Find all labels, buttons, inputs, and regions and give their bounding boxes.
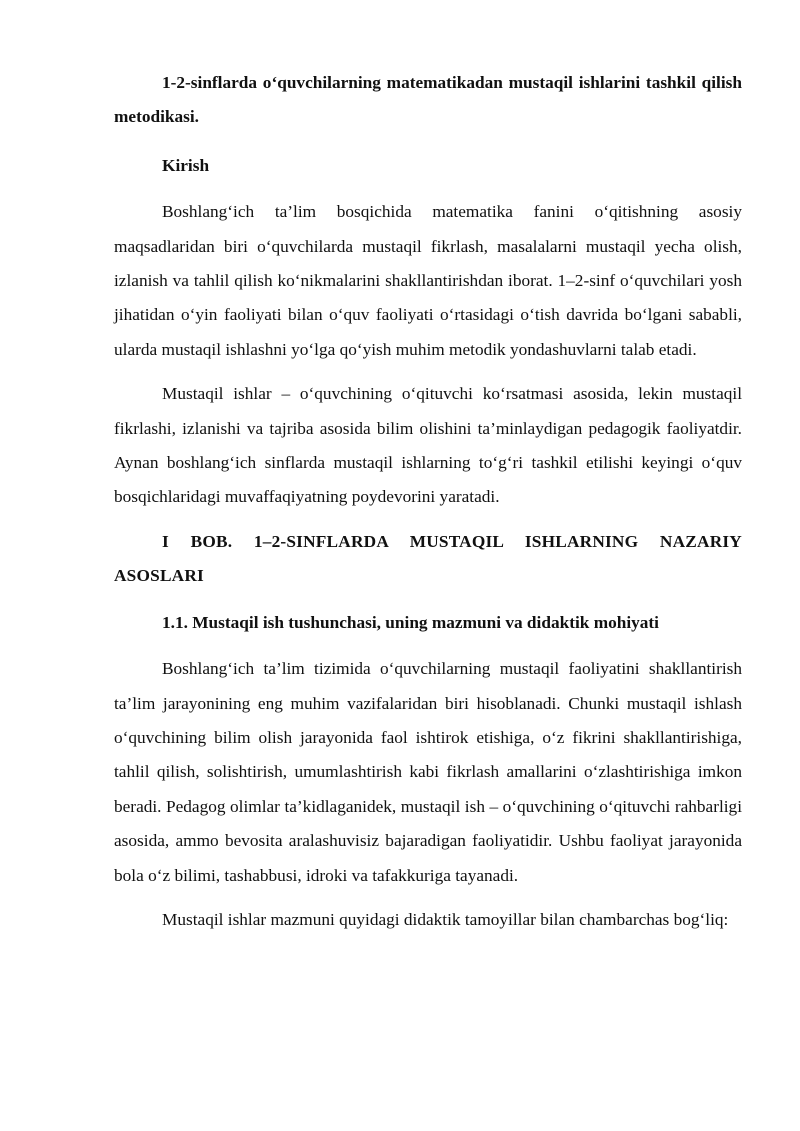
- intro-heading: Kirish: [162, 155, 210, 175]
- section-paragraph: Mustaqil ishlar mazmuni quyidagi didaktik tamoyillar bilan chambarchas bog‘liq:: [162, 909, 729, 929]
- section-paragraph: Boshlang‘ich ta’lim tizimida o‘quvchilarning mustaqil faoliyatini shakllantirish ta’lim jarayonining eng muhim vazifalaridan biri hisoblanadi. Chunki mustaqil ishlash o‘quvchining bilim olish jarayonida faol ishtirok etishiga, o‘z fikrini shakllantirishiga, tahlil qilish, solishtirish, umumlashtirish kabi fikrlash amallarini o‘zlashtirishiga imkon beradi. Pedagog olimlar ta’kidlaganidek, mustaqil ish – o‘quvchining o‘qituvchi rahbarligi asosida, ammo bevosita aralashuvisiz bajaradigan faoliyatidir. Ushbu faoliyat jarayonida bola o‘z bilimi, tashabbusi, idroki va tafakkuriga tayanadi.: [114, 659, 742, 885]
- intro-paragraph: Boshlang‘ich ta’lim bosqichida matematika fanini o‘qitishning asosiy maqsadlaridan biri o‘quvchilarda mustaqil fikrlash, masalalarni mustaqil yecha olish, izlanish va tahlil qilish ko‘nikmalarini shakllantirishdan iborat. 1–2-sinf o‘quvchilari yosh jihatidan o‘yin faoliyati bilan o‘quv faoliyati o‘rtasidagi o‘tish davrida bo‘lgani sababli, ularda mustaqil ishlashni yo‘lga qo‘yish muhim metodik yondashuvlarni talab etadi.: [114, 202, 742, 359]
- section-heading: 1.1. Mustaqil ish tushunchasi, uning mazmuni va didaktik mohiyati: [162, 612, 659, 632]
- intro-paragraph: Mustaqil ishlar – o‘quvchining o‘qituvchi ko‘rsatmasi asosida, lekin mustaqil fikrlashi, izlanishi va tajriba asosida bilim olishini ta’minlaydigan pedagogik faoliyatdir. Aynan boshlang‘ich sinflarda mustaqil ishlarning to‘g‘ri tashkil etilishi keyingi o‘quv bosqichlaridagi muvaffaqiyatning poydevorini yaratadi.: [114, 384, 742, 507]
- document-title: 1-2-sinflarda o‘quvchilarning matematikadan mustaqil ishlarini tashkil qilish metodikasi.: [114, 73, 742, 127]
- chapter-heading: I BOB. 1–2-SINFLARDA MUSTAQIL ISHLARNING NAZARIY ASOSLARI: [114, 531, 742, 586]
- document-page: [114, 66, 742, 947]
